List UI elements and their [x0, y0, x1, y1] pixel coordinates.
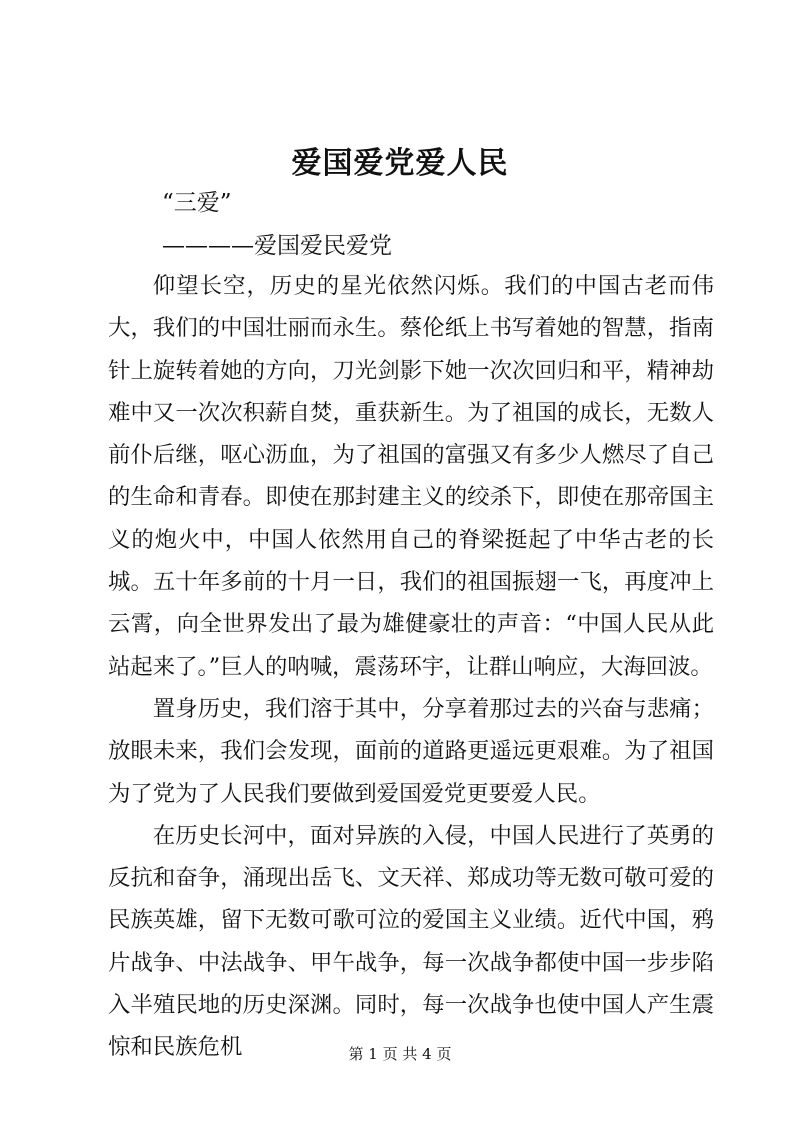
- subtitle-quote: “三爱”: [162, 190, 232, 216]
- document-body: [108, 265, 714, 1069]
- paragraph-3: 在历史长河中，面对异族的入侵，中国人民进行了英勇的反抗和奋争，涌现出岳飞、文天祥、郑成功等无数可敬可爱的民族英雄，留下无数可歌可泣的爱国主义业绩。近代中国，鸦片战争、中法战争、甲午战争，每一次战争都使中国一步步陷入半殖民地的历史深渊。同时，每一次战争也使中国人产生震惊和民族危机: [108, 822, 714, 1061]
- page-number-footer: 第 1 页 共 4 页: [348, 1045, 452, 1063]
- page-title: 爱国爱党爱人民: [291, 146, 509, 181]
- paragraph-1: 仰望长空，历史的星光依然闪烁。我们的中国古老而伟大，我们的中国壮丽而永生。蔡伦纸上书写着她的智慧，指南针上旋转着她的方向，刀光剑影下她一次次回归和平，精神劫难中又一次次积薪自焚，重获新生。为了祖国的成长，无数人前仆后继，呕心沥血，为了祖国的富强又有多少人燃尽了自己的生命和青春。即使在那封建主义的绞杀下，即使在那帝国主义的炮火中，中国人依然用自己的脊梁挺起了中华古老的长城。五十年多前的十月一日，我们的祖国振翅一飞，再度冲上云霄，向全世界发出了最为雄健豪壮的声音：“中国人民从此站起来了。”巨人的呐喊，震荡环宇，让群山响应，大海回波。: [108, 273, 714, 680]
- paragraph-2: 置身历史，我们溶于其中，分享着那过去的兴奋与悲痛；放眼未来，我们会发现，面前的道路更遥远更艰难。为了祖国为了党为了人民我们要做到爱国爱党更要爱人民。: [108, 695, 714, 807]
- subtitle-dash-line: ————爱国爱民爱党: [162, 233, 392, 259]
